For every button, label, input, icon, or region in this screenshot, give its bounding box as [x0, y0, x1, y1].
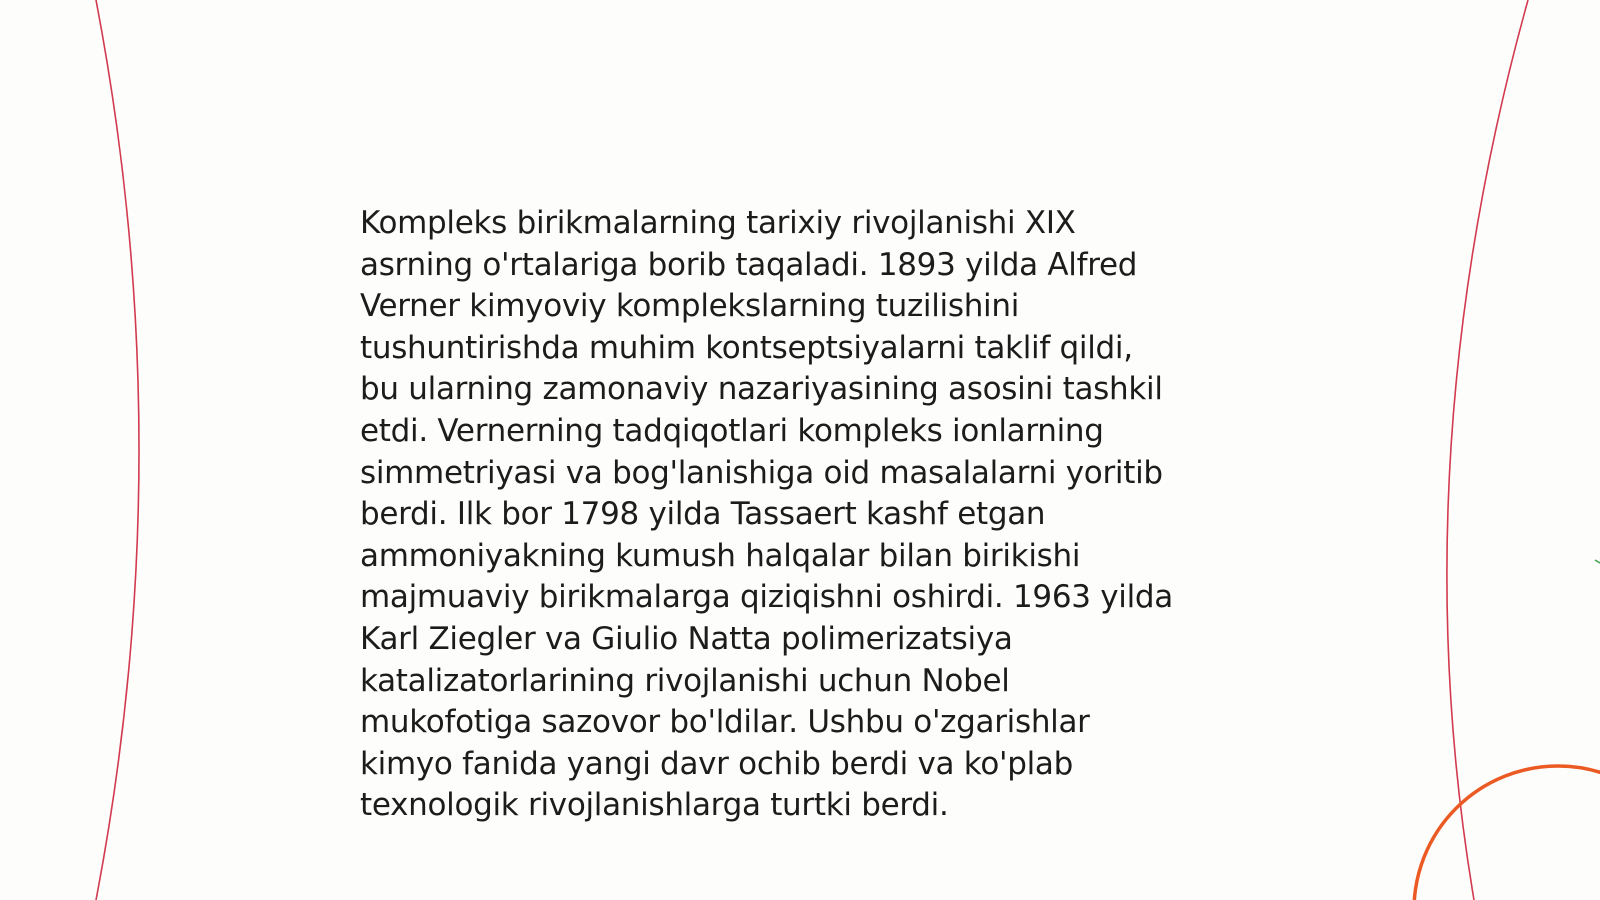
paragraph-line: tushuntirishda muhim kontseptsiyalarni taklif qildi,	[360, 329, 1133, 366]
paragraph-line: kimyo fanida yangi davr ochib berdi va ko'plab	[360, 745, 1073, 782]
paragraph-line: Kompleks birikmalarning tarixiy rivojlanishi XIX	[360, 205, 1076, 241]
paragraph-line: texnologik rivojlanishlarga turtki berdi.	[360, 787, 949, 824]
paragraph-line: etdi. Vernerning tadqiqotlari kompleks ionlarning	[360, 412, 1104, 449]
left-red-curve	[96, 0, 139, 900]
right-red-curve	[1447, 0, 1528, 900]
paragraph-line: mukofotiga sazovor bo'ldilar. Ushbu o'zgarishlar	[360, 704, 1090, 741]
paragraph-line: asrning o'rtalariga borib taqaladi. 1893 yilda Alfred	[360, 246, 1138, 283]
orange-arc	[1414, 766, 1600, 900]
paragraph-line: berdi. Ilk bor 1798 yilda Tassaert kashf etgan	[360, 496, 1046, 533]
green-accent-mark	[1595, 560, 1600, 563]
paragraph-line: Verner kimyoviy komplekslarning tuzilishini	[360, 288, 1020, 325]
body-paragraph	[360, 203, 1250, 827]
paragraph-line: ammoniyakning kumush halqalar bilan birikishi	[360, 537, 1081, 574]
paragraph-line: bu ularning zamonaviy nazariyasining asosini tashkil	[360, 371, 1163, 408]
paragraph-line: Karl Ziegler va Giulio Natta polimerizatsiya	[360, 620, 1013, 657]
paragraph-line: simmetriyasi va bog'lanishiga oid masalalarni yoritib	[360, 454, 1163, 491]
paragraph-line: majmuaviy birikmalarga qiziqishni oshirdi. 1963 yilda	[360, 579, 1173, 616]
paragraph-line: katalizatorlarining rivojlanishi uchun Nobel	[360, 662, 1010, 699]
